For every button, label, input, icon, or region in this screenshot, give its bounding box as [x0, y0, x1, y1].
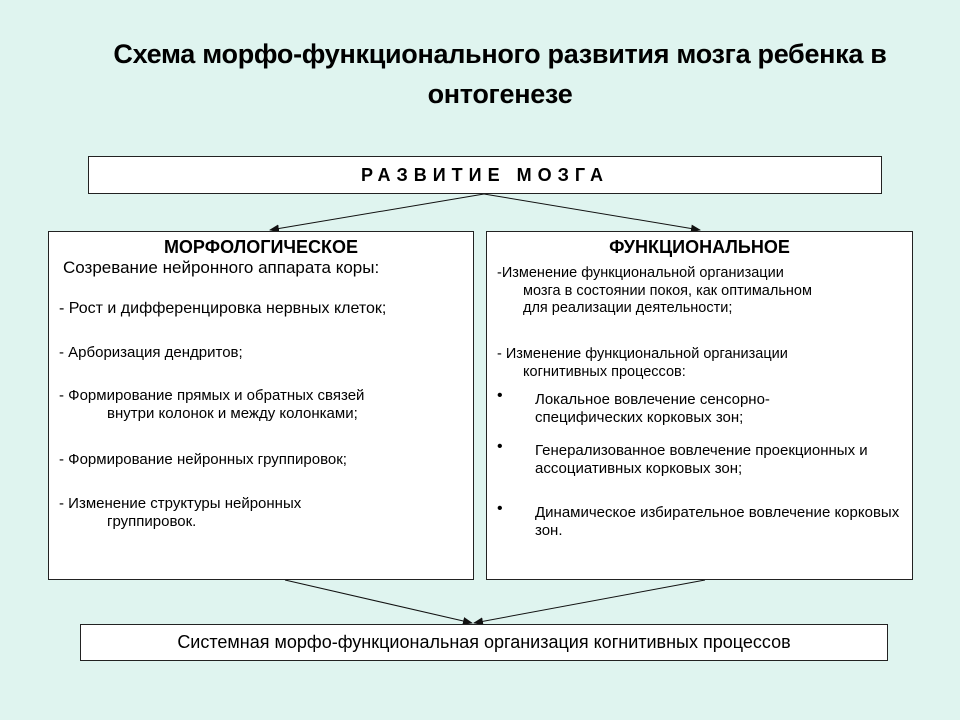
morph-item-text: - Изменение структуры нейронных	[59, 495, 302, 512]
func-bullet-generalized	[497, 438, 897, 478]
func-item-cognitive	[497, 346, 897, 381]
morph-item-groupings	[59, 451, 347, 469]
morphological-heading: МОРФОЛОГИЧЕСКОЕ	[163, 237, 359, 257]
morph-item-arborization	[59, 344, 243, 362]
arrow-from-right	[474, 580, 705, 623]
morph-item-growth	[59, 300, 386, 318]
morph-item-text: - Формирование прямых и обратных связей	[59, 387, 365, 404]
bullet-icon: •	[497, 500, 503, 517]
brain-development-label: РАЗВИТИЕ МОЗГА	[361, 165, 609, 185]
morph-item-connections	[59, 387, 364, 423]
morph-item-text: - Формирование нейронных группировок;	[59, 451, 347, 468]
func-item-continuation: мозга в состоянии покоя, как оптимальном для реализации деятельности;	[523, 282, 812, 316]
systemic-organization-box	[80, 624, 888, 661]
bullet-icon: •	[497, 387, 503, 404]
arrow-to-right	[484, 194, 700, 230]
morphological-subheading: Созревание нейронного аппарата коры:	[63, 258, 380, 277]
arrow-from-left	[285, 580, 472, 623]
func-item-continuation: когнитивных процессов:	[523, 363, 686, 380]
func-bullet-text: Генерализованное вовлечение проекционных и ассоциативных корковых зон;	[535, 442, 868, 477]
morph-item-text: - Рост и дифференцировка нервных клеток;	[59, 300, 387, 317]
morph-item-structure	[59, 495, 301, 531]
morph-item-continuation: группировок.	[107, 513, 197, 530]
bullet-icon: •	[497, 438, 503, 455]
morphological-box	[48, 231, 474, 580]
brain-development-box	[88, 156, 882, 194]
morph-item-continuation: внутри колонок и между колонками;	[107, 405, 358, 422]
functional-box	[486, 231, 913, 580]
func-bullet-text: Локальное вовлечение сенсорно-специфических корковых зон;	[535, 391, 770, 426]
arrow-to-left	[270, 194, 484, 230]
func-bullet-dynamic	[497, 500, 907, 540]
page-title: Схема морфо-функционального развития мозга ребенка в онтогенезе	[113, 39, 887, 109]
func-item-text: -Изменение функциональной организации	[497, 265, 784, 281]
func-bullet-local	[497, 387, 837, 427]
functional-heading: ФУНКЦИОНАЛЬНОЕ	[609, 237, 790, 257]
func-bullet-text: Динамическое избирательное вовлечение корковых зон.	[535, 504, 900, 539]
func-item-rest-state	[497, 265, 897, 318]
morph-item-text: - Арборизация дендритов;	[59, 344, 243, 361]
func-item-text: - Изменение функциональной организации	[497, 346, 788, 362]
systemic-organization-label: Системная морфо-функциональная организация когнитивных процессов	[177, 632, 791, 652]
